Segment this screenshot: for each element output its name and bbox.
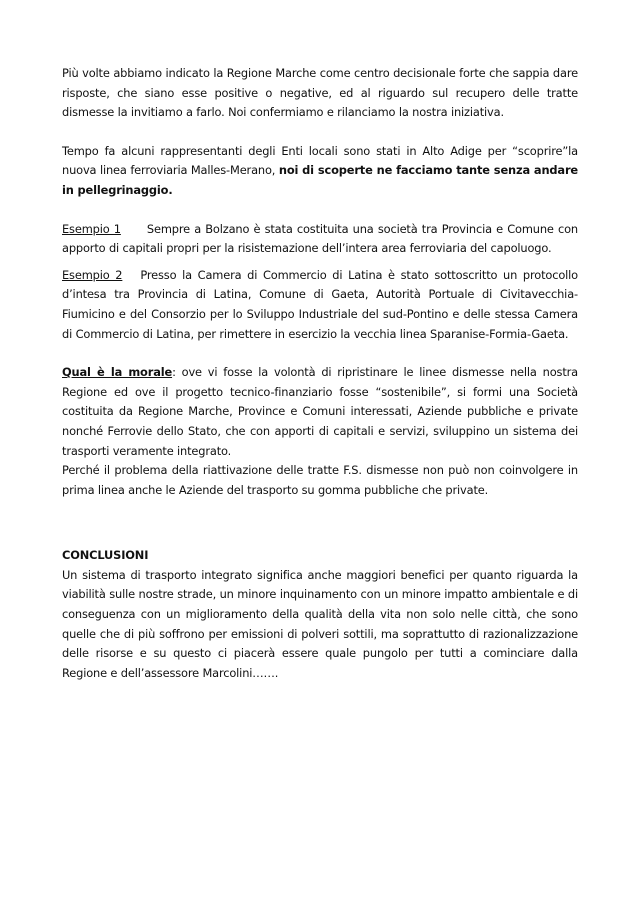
spacer: [62, 259, 578, 266]
esempio-1-text: Sempre a Bolzano è stata costituita una società tra Provincia e Comune con apporto di capitali propri per la risistemazione dell’intera area ferroviaria del capoluogo.: [62, 221, 579, 256]
paragraph-alto-adige: [62, 142, 578, 201]
esempio-1-label: Esempio 1: [62, 221, 121, 236]
paragraph-esempio-1: [62, 220, 578, 259]
spacer: [62, 123, 578, 142]
spacer: [62, 344, 578, 363]
paragraph-conclusioni: Un sistema di trasporto integrato significa anche maggiori benefici per quanto riguarda la viabilità sulle nostre strade, un minore inquinamento con un minore impatto ambientale e di conseguenza con un miglioramento della qualità della vita non solo nelle città, che sono quelle che di più soffrono per emissioni di polveri sottili, ma soprattutto di razionalizzazione delle risorse e su questo ci piacerà essere quale pungolo per tutti a cominciare dalla Regione e dell’assessore Marcolini…….: [62, 567, 578, 680]
paragraph-regione-marche: Più volte abbiamo indicato la Regione Marche come centro decisionale forte che sappia dare risposte, che siano esse positive o negative, ed al riguardo sul recupero delle tratte dismesse la invitiamo a farlo. Noi confermiamo e rilanciamo la nostra iniziativa.: [62, 66, 578, 120]
paragraph-riattivazione: Perché il problema della riattivazione delle tratte F.S. dismesse non può non coinvolgere in prima linea anche le Aziende del trasporto su gomma pubbliche che private.: [62, 463, 578, 497]
morale-label: Qual è la morale: [62, 365, 173, 380]
document-page: [62, 64, 578, 683]
esempio-2-text: Presso la Camera di Commercio di Latina è stato sottoscritto un protocollo d’intesa tra Provincia di Latina, Comune di Gaeta, Autorità Portuale di Civitavecchia-Fiumicino e del Consorzio per lo Sviluppo Industriale del sud-Pontino e delle stessa Camera di Commercio di Latina, per rimettere in esercizio la vecchia linea Sparanise-Formia-Gaeta.: [62, 267, 578, 341]
spacer: [62, 201, 578, 220]
conclusioni-heading: [62, 546, 578, 566]
alto-adige-bold-text: noi di scoperte ne facciamo tante senza andare in pellegrinaggio.: [62, 163, 578, 197]
paragraph-esempio-2: [62, 266, 578, 344]
spacer: [62, 500, 578, 546]
morale-text: : ove vi fosse la volontà di ripristinare le linee dismesse nella nostra Regione ed ove il progetto tecnico-finanziario fosse “sostenibile”, si formi una Società costituita da Regione Marche, Province e Comuni interessati, Aziende pubbliche e private nonché Ferrovie dello Stato, che con apporti di capitali e servizi, sviluppino un sistema dei trasporti veramente integrato.: [62, 365, 578, 458]
paragraph-morale: [62, 363, 578, 461]
esempio-2-label: Esempio 2: [62, 267, 123, 282]
alto-adige-text: Tempo fa alcuni rappresentanti degli Enti locali sono stati in Alto Adige per “scoprire”la nuova linea ferroviaria Malles-Merano,: [62, 143, 578, 178]
conclusioni-heading-text: CONCLUSIONI: [62, 548, 149, 563]
